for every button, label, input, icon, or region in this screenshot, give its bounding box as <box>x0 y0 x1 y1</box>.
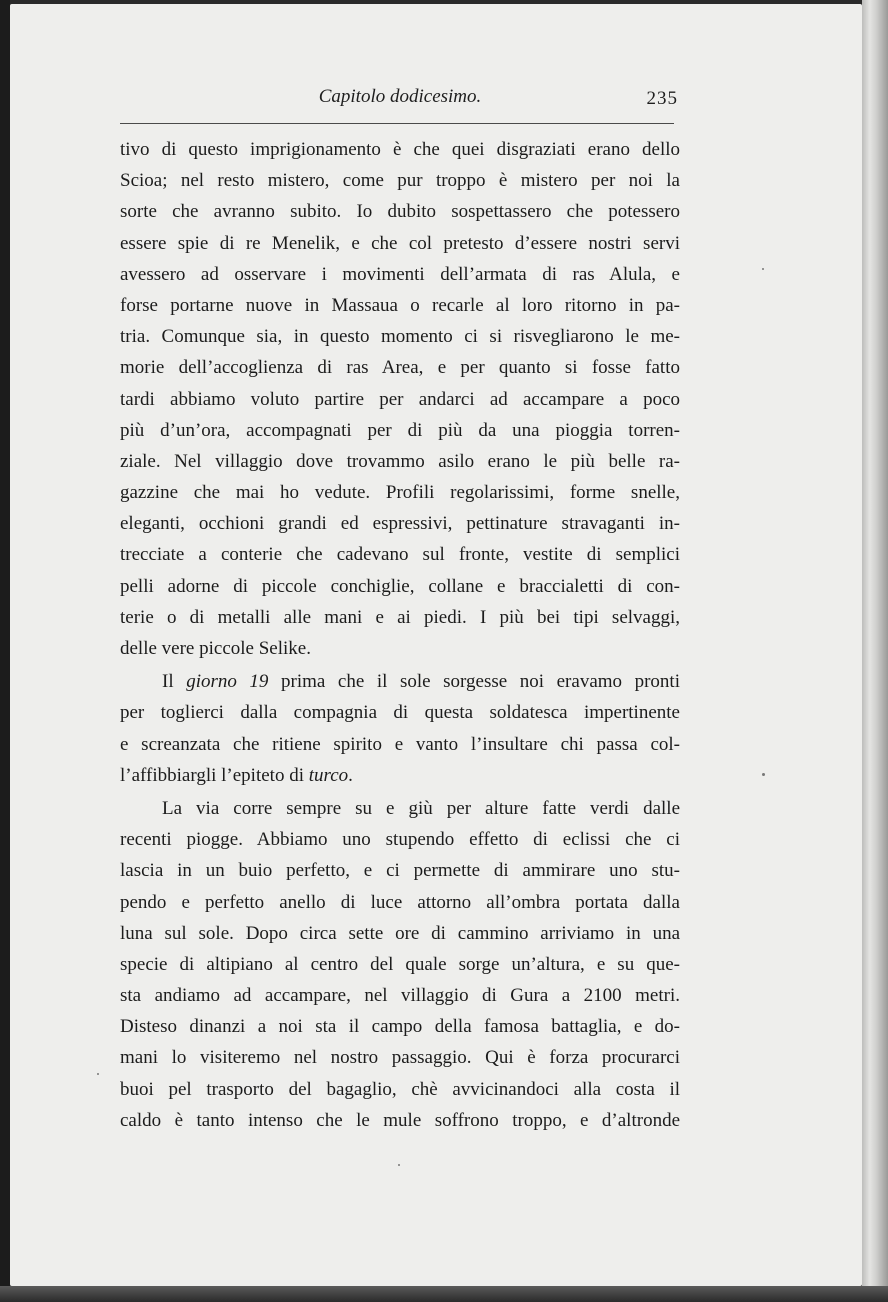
scan-left-edge <box>0 0 10 1302</box>
text-line: caldo è tanto intenso che le mule soffrono troppo, e d’altronde <box>120 1109 680 1131</box>
paragraph <box>120 793 680 1136</box>
text-line: luna sul sole. Dopo circa sette ore di cammino arriviamo in una <box>120 922 680 944</box>
text-line: e screanzata che ritiene spirito e vanto l’insultare chi passa col- <box>120 733 680 755</box>
paper-speck <box>762 773 765 776</box>
text-line: gazzine che mai ho vedute. Profili regolarissimi, forme snelle, <box>120 482 680 504</box>
text-line: più d’un’ora, accompagnati per di più da una pioggia torren- <box>120 419 680 441</box>
text-line: buoi pel trasporto del bagaglio, chè avvicinandoci alla costa il <box>120 1078 680 1100</box>
page-number: 235 <box>646 88 678 109</box>
text-line: mani lo visiteremo nel nostro passaggio. Qui è forza procurarci <box>120 1047 680 1069</box>
text-line: per toglierci dalla compagnia di questa soldatesca impertinente <box>120 702 680 724</box>
header-rule <box>120 123 674 124</box>
text-line: Disteso dinanzi a noi sta il campo della famosa battaglia, e do- <box>120 1016 680 1038</box>
text-line: tardi abbiamo voluto partire per andarci ad accampare a poco <box>120 388 680 410</box>
page-fore-edge <box>862 0 888 1302</box>
text-line: essere spie di re Menelik, e che col pretesto d’essere nostri servi <box>120 232 680 254</box>
text-line: l’affibbiargli l’epiteto di turco. <box>120 764 353 786</box>
text-line: ziale. Nel villaggio dove trovammo asilo erano le più belle ra- <box>120 450 680 472</box>
text-line: eleganti, occhioni grandi ed espressivi, pettinature stravaganti in- <box>120 513 680 535</box>
text-line: tria. Comunque sia, in questo momento ci si risvegliarono le me- <box>120 326 680 348</box>
text-line: lascia in un buio perfetto, e ci permette di ammirare uno stu- <box>120 860 680 882</box>
paper-speck <box>762 268 764 270</box>
paper-speck <box>97 1073 99 1075</box>
text-line: Il giorno 19 prima che il sole sorgesse noi eravamo pronti <box>162 671 680 693</box>
text-line: delle vere piccole Selike. <box>120 638 311 659</box>
text-line: pendo e perfetto anello di luce attorno all’ombra portata dalla <box>120 891 680 913</box>
text-line: pelli adorne di piccole conchiglie, collane e braccialetti di con- <box>120 575 680 597</box>
text-line: terie o di metalli alle mani e ai piedi. I più bei tipi selvaggi, <box>120 606 680 628</box>
scan-bottom-edge <box>0 1286 888 1302</box>
text-line: recenti piogge. Abbiamo uno stupendo effetto di eclissi che ci <box>120 829 680 851</box>
text-line: forse portarne nuove in Massaua o recarle al loro ritorno in pa- <box>120 294 680 316</box>
text-line: specie di altipiano al centro del quale sorge un’altura, e su que- <box>120 953 680 975</box>
text-line: La via corre sempre su e giù per alture fatte verdi dalle <box>162 797 680 819</box>
text-line: tivo di questo imprigionamento è che quei disgraziati erano dello <box>120 139 680 160</box>
text-line: avessero ad osservare i movimenti dell’armata di ras Alula, e <box>120 263 680 285</box>
text-line: sta andiamo ad accampare, nel villaggio di Gura a 2100 metri. <box>120 985 680 1007</box>
paragraph <box>120 666 680 791</box>
running-header <box>120 84 680 114</box>
text-line: Scioa; nel resto mistero, come pur troppo è mistero per noi la <box>120 170 680 192</box>
text-line: trecciate a conterie che cadevano sul fronte, vestite di semplici <box>120 544 680 566</box>
text-line: morie dell’accoglienza di ras Area, e per quanto si fosse fatto <box>120 357 680 379</box>
text-line: sorte che avranno subito. Io dubito sospettassero che potessero <box>120 201 680 223</box>
running-title: Capitolo dodicesimo. <box>318 86 482 107</box>
body-text <box>120 134 680 1136</box>
paragraph <box>120 134 680 664</box>
paper-speck <box>398 1164 400 1166</box>
